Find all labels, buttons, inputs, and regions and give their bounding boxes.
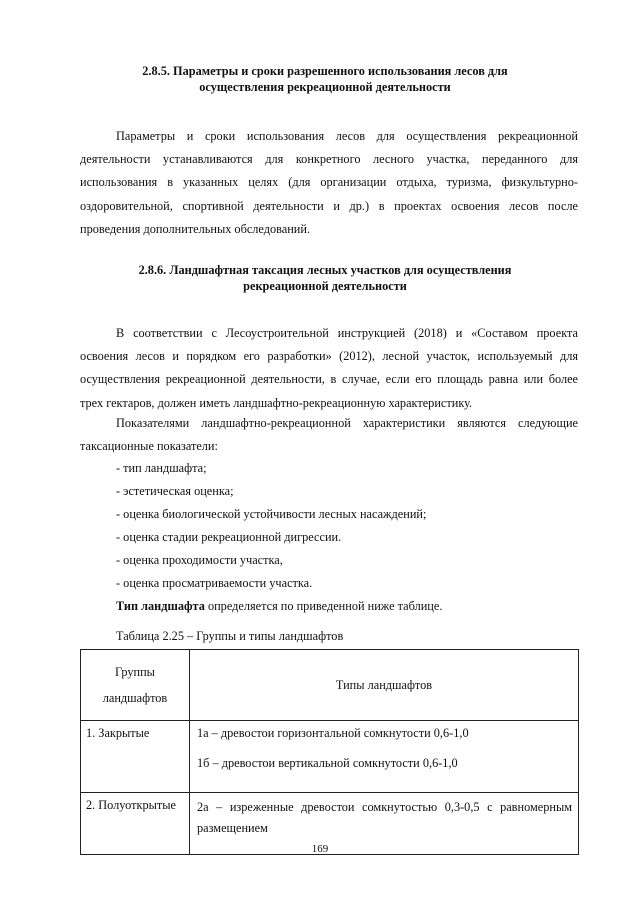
type-item: 1а – древостои горизонтальной сомкнутости 0,6-1,0 — [197, 726, 469, 740]
header-line: ландшафтов — [102, 691, 168, 705]
heading-line: осуществления рекреационной деятельности — [199, 80, 451, 94]
landscape-table — [80, 649, 579, 855]
paragraph-parameters: Параметры и сроки использования лесов для осуществления рекреационной деятельности устанавливаются для конкретного лесного участка, переданного для использования в указанных целях (для организации отдыха, туризма, физкультурно-оздоровительной, спортивной деятельности и др.) в проектах освоения лесов после проведения дополнительных обследований. — [80, 129, 578, 236]
header-line: Группы — [115, 665, 155, 679]
list-item: - оценка стадии рекреационной дигрессии. — [116, 530, 342, 544]
header-cell-groups — [81, 650, 190, 721]
page-number: 169 — [311, 843, 329, 855]
list-item: - тип ландшафта; — [116, 461, 207, 475]
header-cell-types: Типы ландшафтов — [190, 650, 579, 721]
type-item: 1б – древостои вертикальной сомкнутости 0,6-1,0 — [197, 756, 458, 770]
section-heading-2-8-6 — [80, 262, 570, 294]
list-item: - оценка биологической устойчивости лесных насаждений; — [116, 507, 427, 521]
list-item: - оценка проходимости участка, — [116, 553, 283, 567]
heading-line: 2.8.6. Ландшафтная таксация лесных участков для осуществления — [138, 263, 512, 277]
sentence-rest: определяется по приведенной ниже таблице. — [204, 599, 443, 613]
paragraph-indicators: Показателями ландшафтно-рекреационной характеристики являются следующие таксационные показатели: — [80, 416, 578, 454]
table-header-row — [81, 650, 579, 721]
types-cell — [190, 721, 579, 793]
heading-line: рекреационной деятельности — [243, 279, 407, 293]
group-cell: 2. Полуоткрытые — [81, 793, 190, 855]
group-cell: 1. Закрытые — [81, 721, 190, 793]
list-item: - оценка просматриваемости участка. — [116, 576, 313, 590]
list-item: - эстетическая оценка; — [116, 484, 234, 498]
heading-line: 2.8.5. Параметры и сроки разрешенного использования лесов для — [142, 64, 508, 78]
table-caption: Таблица 2.25 – Группы и типы ландшафтов — [116, 629, 344, 643]
type-item: 2а – изреженные древостои сомкнутостью 0,3-0,5 с равномерным размещением — [197, 800, 572, 835]
table-row — [81, 721, 579, 793]
paragraph-instruction: В соответствии с Лесоустроительной инструкцией (2018) и «Составом проекта освоения лесов и порядком его разработки» (2012), лесной участок, используемый для осуществления рекреационной деятельности, в случае, если его площадь равна или более трех гектаров, должен иметь ландшафтно-рекреационную характеристику. — [80, 326, 578, 410]
section-heading-2-8-5 — [80, 63, 570, 95]
bold-term: Тип ландшафта — [116, 599, 205, 613]
landscape-type-sentence — [116, 598, 442, 614]
